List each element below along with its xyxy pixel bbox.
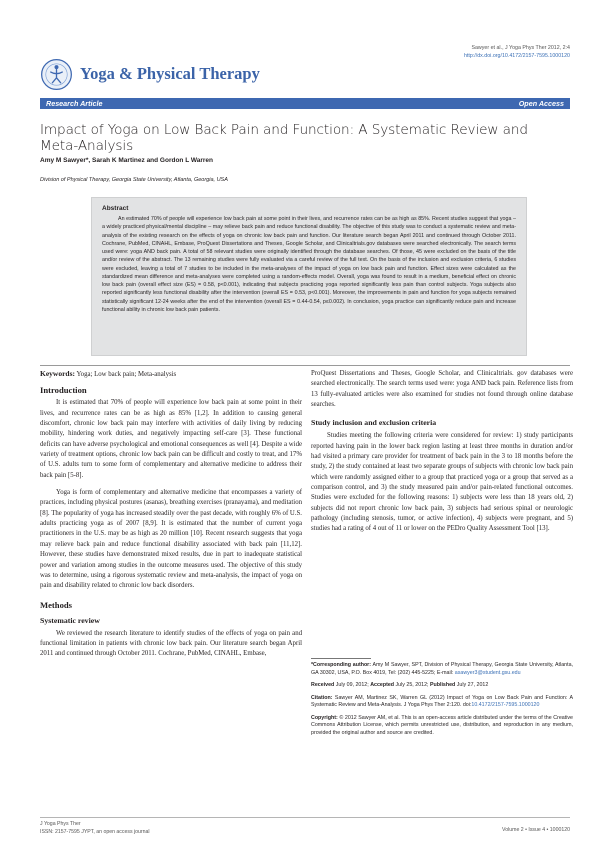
citation-note — [311, 695, 573, 710]
citation-line: Sawyer et al., J Yoga Phys Ther 2012, 2:4 — [471, 45, 570, 51]
citation-header — [464, 44, 570, 60]
received-date: July 09, 2012; — [334, 682, 371, 688]
footer-journal-abbrev: J Yoga Phys Ther — [40, 821, 81, 827]
citation-doi-link[interactable]: 10.4172/2157-7595.1000120 — [471, 702, 540, 708]
dates-note — [311, 682, 573, 690]
footer-issn: ISSN: 2157-7595 JYPT, an open access journal — [40, 828, 150, 835]
intro-paragraph-1: It is estimated that 70% of people will experience low back pain at some point in their lives, and recurrence rates can be as high as 85% [1,2]. In addition to causing general discomfort, chronic low back pain may interfere with activities of daily living by reducing mobility, hindering work duties, and negatively impacting self-care [3]. These functional deficits can have adverse psychological and emotional consequences as well [4]. Despite a wide variety of treatment options, chronic low back pain can be difficult and costly to treat, and 17% of U.S. adults turn to some form of complementary and alternative medicine to address their back pain [5-8]. — [40, 399, 302, 479]
abstract-box — [91, 197, 527, 356]
copyright-label: Copyright: — [311, 714, 338, 721]
footer-volume-info: Volume 2 • Issue 4 • 1000120 — [502, 827, 570, 833]
section-divider — [40, 365, 570, 366]
article-authors: Amy M Sawyer*, Sarah K Martinez and Gordon L Warren — [40, 157, 214, 164]
footnotes — [311, 662, 573, 742]
right-column — [311, 369, 573, 542]
journal-name: Yoga & Physical Therapy — [80, 64, 260, 83]
keywords — [40, 369, 302, 380]
continued-paragraph: ProQuest Dissertations and Theses, Google Scholar, and Clinicaltrials. gov databases were searched electronically. The search terms used were: yoga AND back pain. Reference lists from 13 fully-evaluated articles were also examined for studies not found through online database searches. — [311, 370, 573, 409]
abstract-text: An estimated 70% of people will experience low back pain at some point in their lives, and recurrence rates can be as high as 85%. Recent studies suggest that yoga – a widely practiced physical/mental discipline – may relieve back pain and reduce functional disability. The objective of this study was to conduct a systematic review and meta-analysis of the existing research on the effects of yoga on chronic low back pain and function. Our literature search began April 2011 and continued through October 2011. Cochrane, PubMed, CINAHL, Embase, ProQuest Dissertations and Theses, Google Scholar, and Clinicaltrials.gov databases were searched electronically. The search terms used were: yoga AND back pain. A total of 58 relevant studies were originally identified through the database searches. Of those, 45 were excluded on the basis of the title and/or review of the abstract. The 13 remaining studies were fully evaluated via a careful review of the full text. On the basis of the inclusion and exclusion criteria, 6 studies were excluded, leaving a total of 7 studies to be included in the meta-analyses of the impact of yoga on low back pain and function. Effect sizes were calculated as the standardized mean difference and meta-analyses were completed using a random-effects model. Overall, yoga was found to result in a medium, beneficial effect on chronic low back pain (overall effect size (ES) = 0.58, p<0.001), indicating that subjects practicing yoga reported significantly less pain than control subjects. Yoga subjects also reported significantly less functional disability after the intervention (overall ES = 0.53, p<0.001). Moreover, the improvements in pain and function for yoga subjects remained statistically significant 12-24 weeks after the end of the intervention (overall ES = 0.44-0.54, p≤0.002). In conclusion, yoga practice can significantly reduce pain and increase functional ability in chronic low back pain patients. — [102, 216, 516, 313]
criteria-heading: Study inclusion and exclusion criteria — [311, 418, 437, 428]
accepted-date: July 25, 2012; — [394, 682, 430, 688]
author-affiliation: Division of Physical Therapy, Georgia State University, Atlanta, Georgia, USA — [40, 177, 228, 183]
keywords-list: Yoga; Low back pain; Meta-analysis — [75, 371, 177, 378]
criteria-paragraph: Studies meeting the following criteria were considered for review: 1) study participants reported having pain in the lower back region lasting at least three months in duration and/or had visited a primary care provider for treatment of back pain in the 3 to 18 months before the study, 2) the study contained at least two separate groups of subjects with chronic low back pain which were randomly assigned either to a group that practiced yoga or a group that served as a comparison control, and 3) the study measured pain and/or pain-related functional outcomes. Studies were excluded for the following reasons: 1) subjects were less than 18 years old, 2) subjects did not report chronic low back pain, 3) subjects had serious spinal or neurologic pathology (including stenosis, tumor, or active infection), 4) subjects were pregnant, and 5) studies had a rating of 4 out of 11 or lower on the PEDro Quality Assessment Tool [13]. — [311, 432, 573, 533]
published-date: July 27, 2012 — [455, 682, 489, 688]
received-label: Received — [311, 682, 335, 688]
intro-paragraph-2: Yoga is form of complementary and alternative medicine that encompasses a variety of practices, including physical postures (asanas), breathing exercises (pranayama), and meditation [8]. The popularity of yoga has increased steadily over the past decade, with roughly 6% of U.S. adults practicing yoga as of 2007 [8,9]. It is estimated that the number of current yoga practitioners in the U.S. may be as high as 20 million [10]. Recent research suggests that yoga may relieve back pain and reduce functional disability associated with back pain [11,12]. However, these studies have demonstrated mixed results, due in part to inadequate statistical power and variation among studies in the outcome measures used. The objective of this study was to determine, using a rigorous systematic review and meta-analysis, the impact of yoga on pain and disability related to chronic low back disorders. — [40, 489, 302, 590]
footer-journal-info — [40, 821, 150, 836]
systematic-review-paragraph: We reviewed the research literature to identify studies of the effects of yoga on pain and functional limitation in patients with chronic low back pain. Our literature search began April 2011 and continued through October 2011. Cochrane, PubMed, CINAHL, Embase, — [40, 629, 302, 658]
left-column — [40, 369, 302, 667]
introduction-heading: Introduction — [40, 385, 87, 396]
open-access-label: Open Access — [518, 99, 564, 108]
citation-text: Sawyer AM, Martinez SK, Warren GL (2012) Impact of Yoga on Low Back Pain and Function: A Systematic Review and Meta-Analysis. J Yoga Phys Ther 2:120. doi: — [311, 694, 573, 708]
article-type-label: Research Article — [46, 99, 103, 108]
copyright-note — [311, 715, 573, 738]
footnote-rule — [311, 658, 371, 659]
corresponding-author-label: *Corresponding author: — [311, 662, 372, 668]
corresponding-author-note — [311, 662, 573, 677]
systematic-review-heading: Systematic review — [40, 615, 100, 625]
keywords-label: Keywords: — [40, 369, 75, 378]
journal-logo-icon — [40, 58, 73, 91]
published-label: Published — [429, 682, 456, 688]
corresponding-author-text: Amy M Sawyer, SPT, Division of Physical Therapy, Georgia State University, Atlanta, GA 30302, USA, P.O. Box 4019, Tel: (202) 445-5225; E-mail: — [311, 662, 573, 676]
author-email-link[interactable]: asawyer3@student.gsu.edu — [454, 669, 521, 676]
abstract-heading: Abstract — [102, 205, 129, 212]
footer-rule — [40, 817, 570, 818]
methods-heading: Methods — [40, 599, 72, 610]
copyright-text: © 2012 Sawyer AM, et al. This is an open-access article distributed under the terms of the Creative Commons Attribution License, which permits unrestricted use, distribution, and reproduction in any medium, provided the original author and source are credited. — [311, 714, 573, 736]
citation-label: Citation: — [311, 694, 333, 701]
article-title: Impact of Yoga on Low Back Pain and Function: A Systematic Review and Meta-Analysis — [40, 122, 528, 154]
article-type-bar — [40, 98, 570, 109]
doi-link[interactable]: http://dx.doi.org/10.4172/2157-7595.1000120 — [463, 53, 570, 59]
accepted-label: Accepted — [370, 682, 395, 688]
